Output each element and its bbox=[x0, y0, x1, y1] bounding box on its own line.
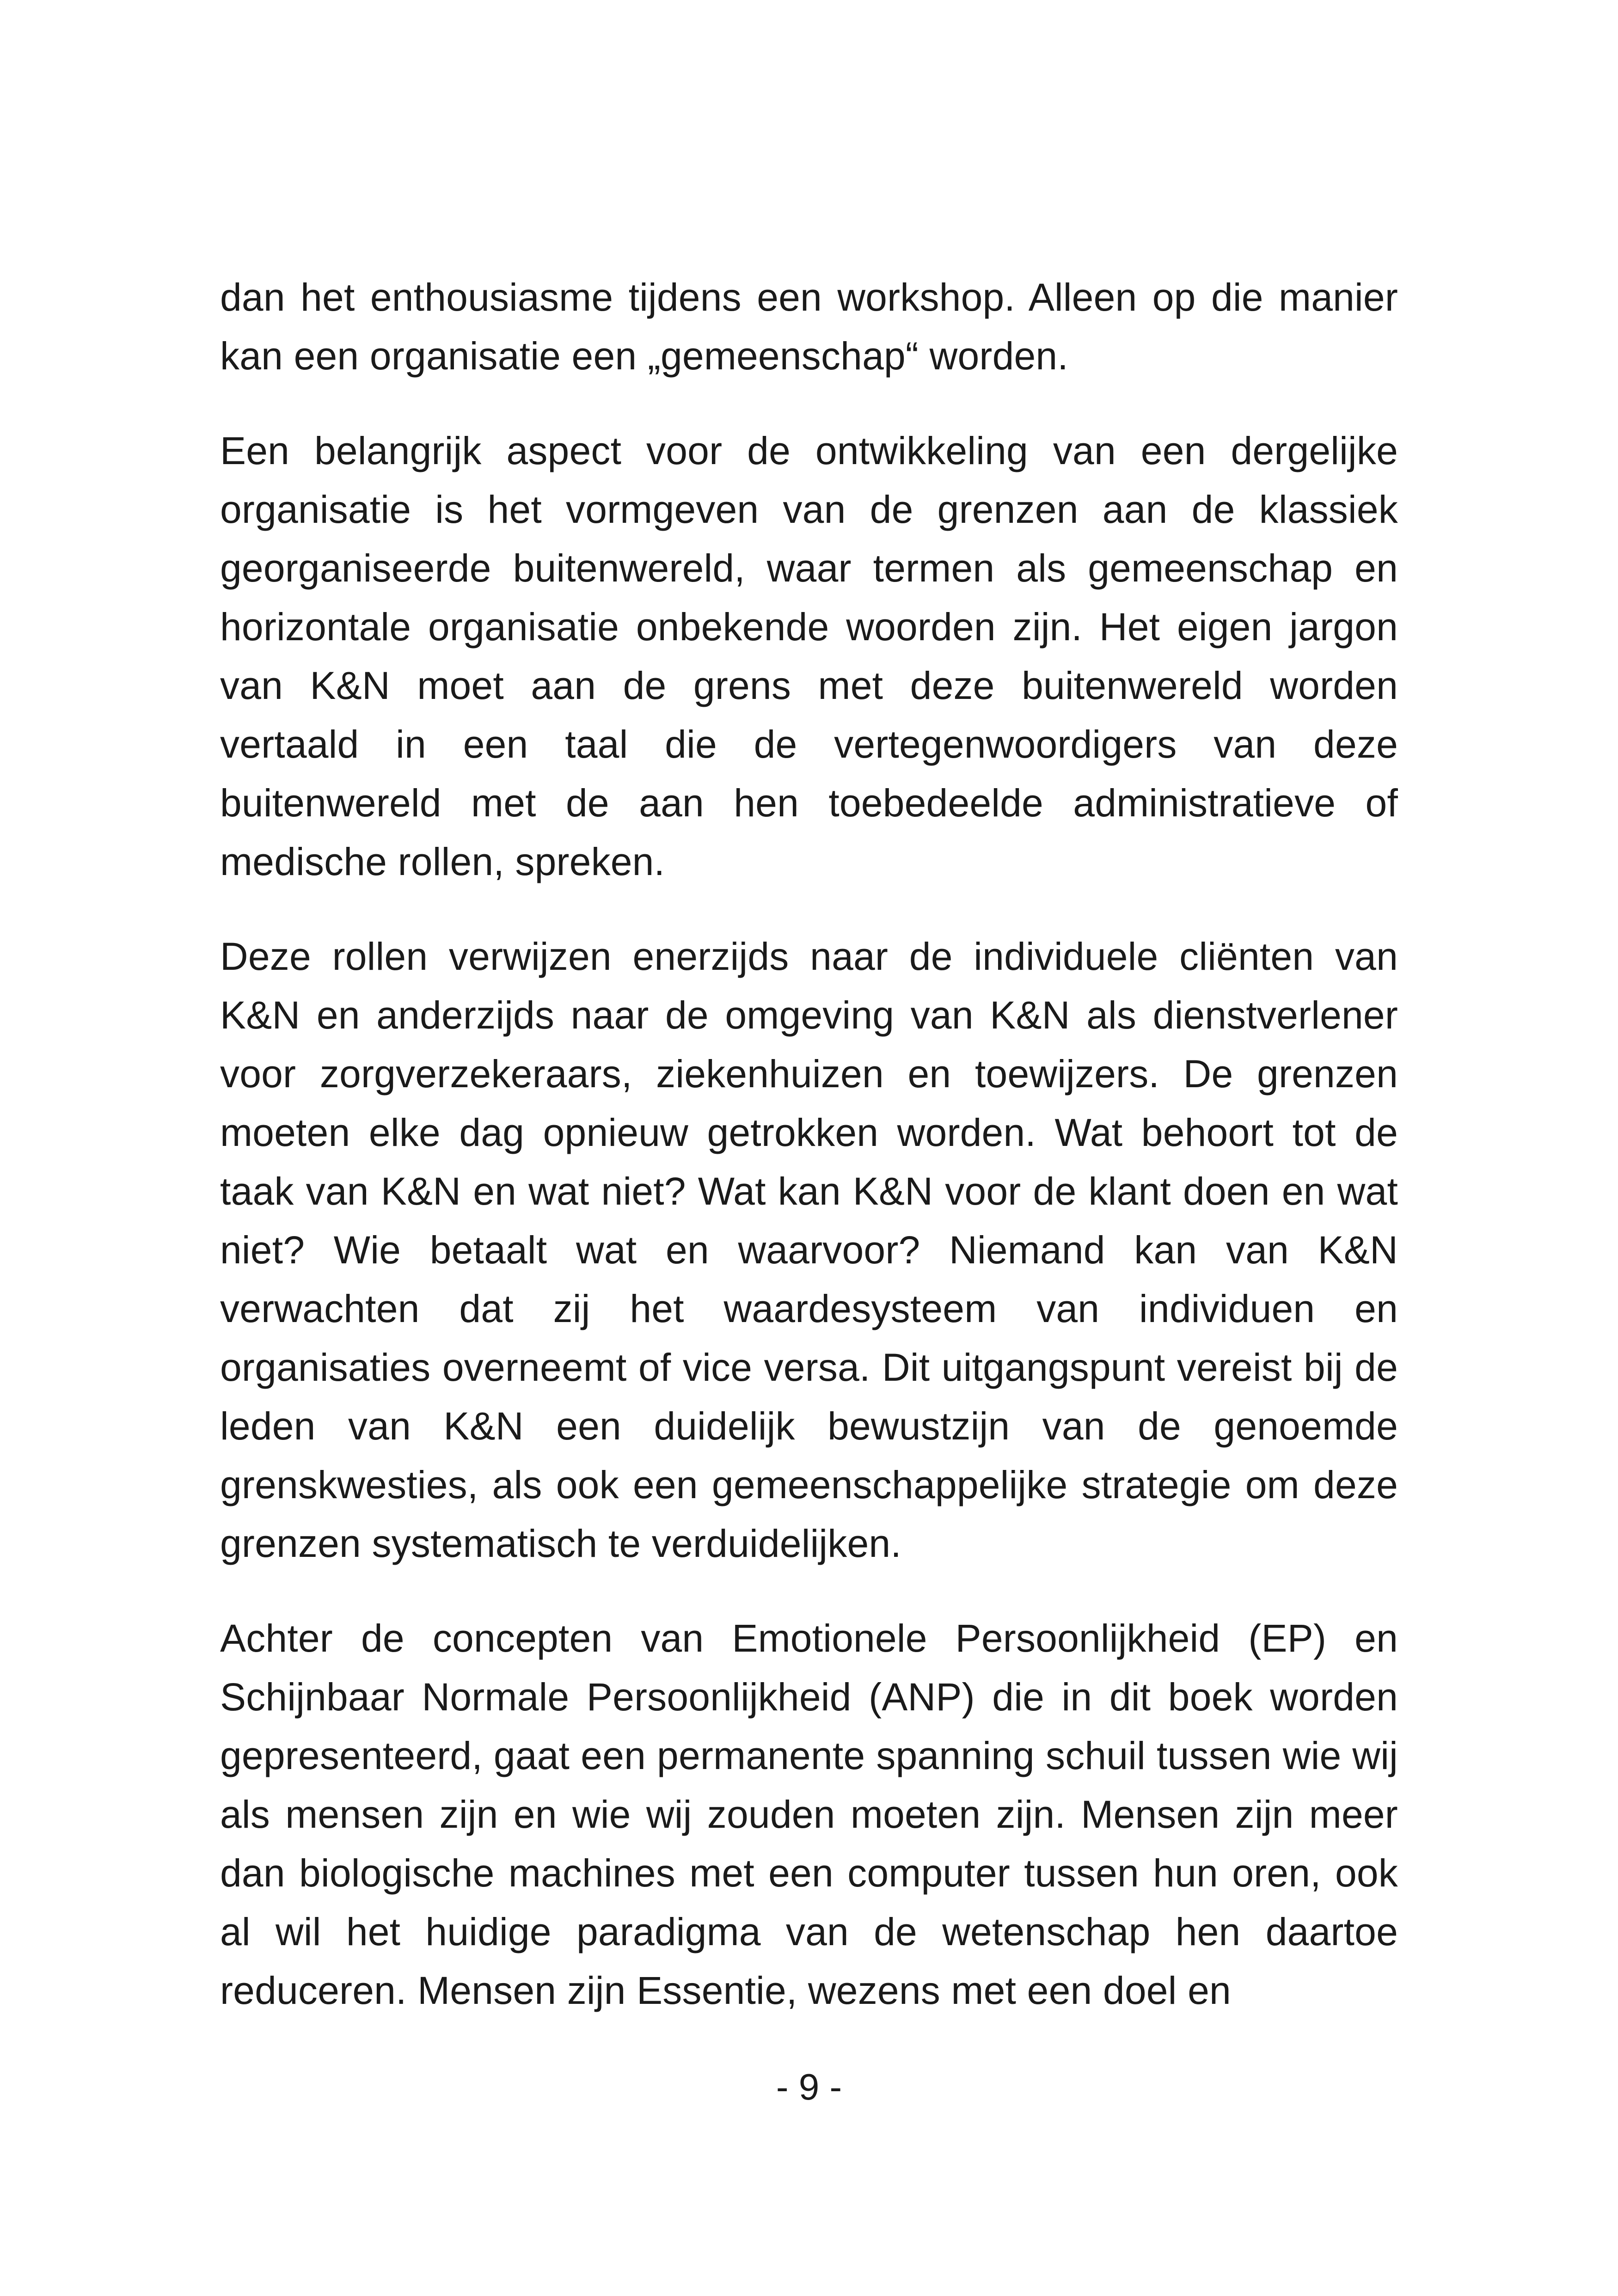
page-number: - 9 - bbox=[776, 2066, 842, 2107]
paragraph-2: Een belangrijk aspect voor de ontwikkeling van een dergelijke organisatie is het vormgeven van de grenzen aan de klassiek georganiseerde buitenwereld, waar termen als gemeenschap en horizontale organisatie onbekende woorden zijn. Het eigen jargon van K&N moet aan de grens met deze buitenwereld worden vertaald in een taal die de vertegenwoordigers van deze buitenwereld met de aan hen toebedeelde administratieve of medische rollen, spreken. bbox=[220, 429, 1398, 883]
paragraph-1: dan het enthousiasme tijdens een workshop. Alleen op die manier kan een organisatie een „gemeenschap“ worden. bbox=[220, 276, 1398, 378]
body-text bbox=[220, 268, 1398, 2020]
paragraph-4: Achter de concepten van Emotionele Persoonlijkheid (EP) en Schijnbaar Normale Persoonlijkheid (ANP) die in dit boek worden gepresenteerd, gaat een permanente spanning schuil tussen wie wij als mensen zijn en wie wij zouden moeten zijn. Mensen zijn meer dan biologische machines met een computer tussen hun oren, ook al wil het huidige paradigma van de wetenschap hen daartoe reduceren. Mensen zijn Essentie, wezens met een doel en bbox=[220, 1616, 1398, 2012]
paragraph-3: Deze rollen verwijzen enerzijds naar de individuele cliënten van K&N en anderzijds naar de omgeving van K&N als dienstverlener voor zorgverzekeraars, ziekenhuizen en toewijzers. De grenzen moeten elke dag opnieuw getrokken worden. Wat behoort tot de taak van K&N en wat niet? Wat kan K&N voor de klant doen en wat niet? Wie betaalt wat en waarvoor? Niemand kan van K&N verwachten dat zij het waardesysteem van individuen en organisaties overneemt of vice versa. Dit uitgangspunt vereist bij de leden van K&N een duidelijk bewustzijn van de genoemde grenskwesties, als ook een gemeenschappelijke strategie om deze grenzen systematisch te verduidelijken. bbox=[220, 935, 1398, 1565]
